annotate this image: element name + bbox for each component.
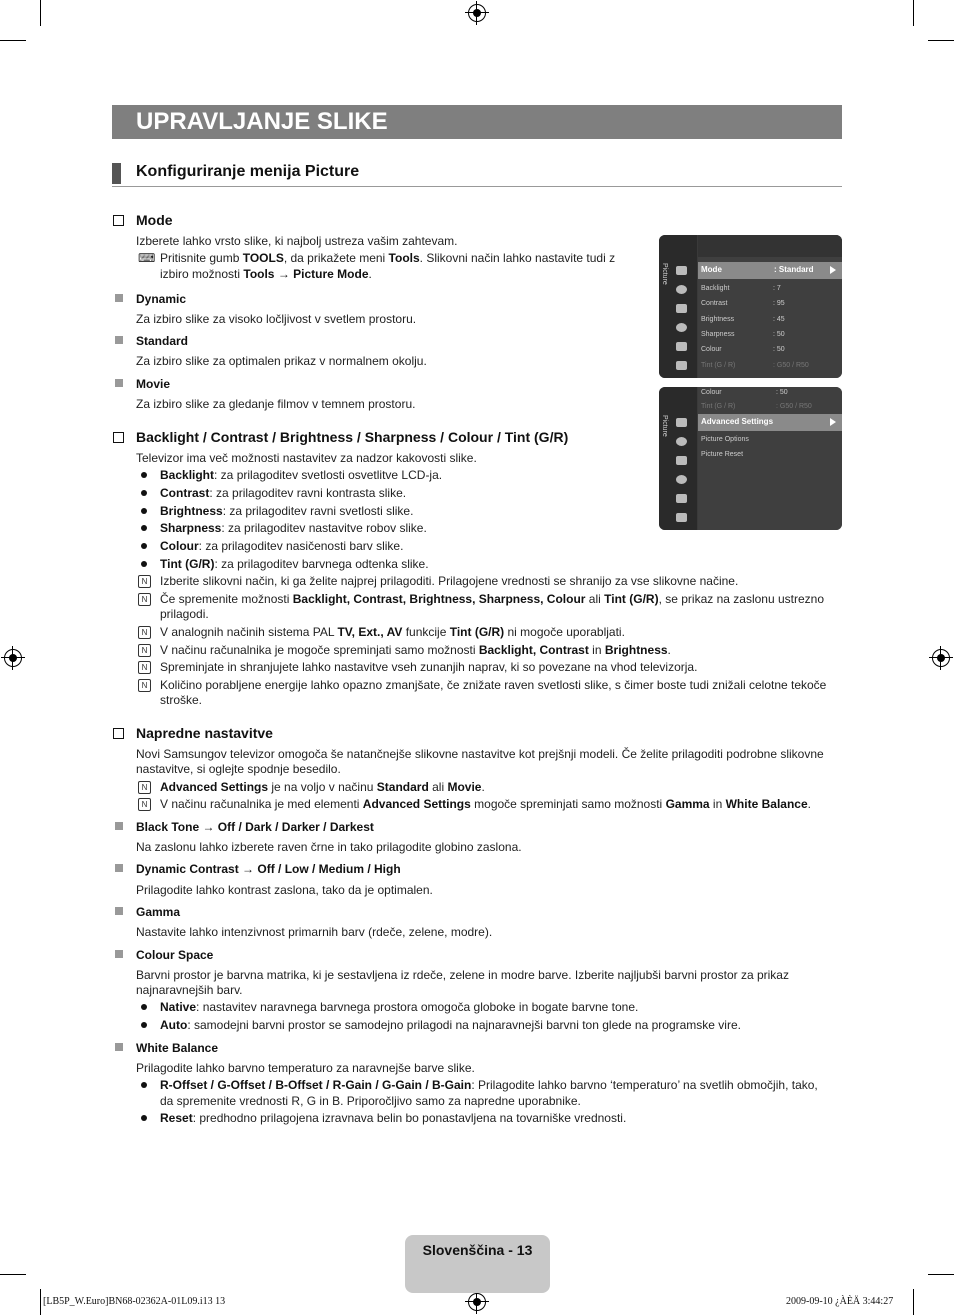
- square-bullet-icon: [115, 864, 123, 872]
- registration-mark-icon: [932, 649, 950, 667]
- arrow-right-icon: [830, 266, 836, 274]
- dot-bullet-icon: [141, 1004, 147, 1010]
- mode-standard-label: Standard: [136, 334, 189, 348]
- square-bullet-icon: [115, 822, 123, 830]
- bullet-sharpness: Sharpness: za prilagoditev nastavitve robov slike.: [160, 521, 427, 535]
- menu-side-label: Picture: [661, 263, 668, 285]
- white-balance-desc: Prilagodite lahko barvno temperaturo za naravnejše barve slike.: [136, 1061, 475, 1075]
- menu-side-label: Picture: [661, 415, 668, 437]
- bullet-colour: Colour: za prilagoditev nasičenosti barv slike.: [160, 539, 404, 553]
- mode-dynamic-desc: Za izbiro slike za visoko ločljivost v svetlem prostoru.: [136, 312, 417, 326]
- channel-icon: [676, 456, 687, 465]
- section-title: Konfiguriranje menija Picture: [136, 163, 360, 180]
- page-title: UPRAVLJANJE SLIKE: [136, 108, 388, 135]
- menu-item-advanced-settings[interactable]: Advanced Settings: [698, 414, 842, 431]
- note-icon: N: [138, 798, 151, 811]
- registration-mark-icon: [4, 649, 22, 667]
- sound-icon: [676, 285, 687, 294]
- picture-menu-screenshot-2: Picture Colour : 50 Tint (G / R) : G50 / R50 Advanced Settings Picture Options Picture Reset: [659, 387, 842, 530]
- white-balance-reset: Reset: predhodno prilagojena izravnava belin bo ponastavljena na tovarniške vrednosti.: [160, 1111, 627, 1125]
- note-icon: N: [138, 593, 151, 606]
- menu-item-tint[interactable]: Tint (G / R): [701, 362, 736, 369]
- square-bullet-icon: [115, 1043, 123, 1051]
- picture-icon: [676, 266, 687, 275]
- crop-mark: [928, 40, 954, 41]
- note-icon: N: [138, 626, 151, 639]
- channel-icon: [676, 304, 687, 313]
- backlight-note-1: Izberite slikovni način, ki ga želite najprej prilagoditi. Prilagojene vrednosti se shranijo za vse slikovne načine.: [160, 574, 739, 588]
- backlight-note-6-line1: Količino porabljene energije lahko opazno zmanjšate, če znižate raven svetlosti slike, s čimer boste tudi znižali celotne tekoče: [160, 678, 827, 692]
- print-slug-left: [LB5P_W.Euro]BN68-02362A-01L09.i13 13: [43, 1296, 226, 1307]
- section-marker: [112, 163, 121, 184]
- colour-space-desc-line2: najnaravnejših barv.: [136, 983, 243, 997]
- setup-gear-icon: [676, 475, 687, 484]
- crop-mark: [913, 1289, 914, 1315]
- input-icon: [676, 494, 687, 503]
- arrow-right-icon: [830, 418, 836, 426]
- mode-movie-desc: Za izbiro slike za gledanje filmov v temnem prostoru.: [136, 397, 416, 411]
- picture-icon: [676, 418, 687, 427]
- crop-mark: [40, 0, 41, 26]
- white-balance-offset-line2: da spremenite vrednosti R, G in B. Priporočljivo samo za napredne uporabnike.: [160, 1094, 581, 1108]
- note-icon: N: [138, 644, 151, 657]
- mode-heading: Mode: [136, 212, 173, 228]
- dynamic-contrast-desc: Prilagodite lahko kontrast zaslona, tako da je optimalen.: [136, 883, 433, 897]
- colour-space-native: Native: nastavitev naravnega barvnega prostora omogoča globoke in bogate barvne tone.: [160, 1000, 639, 1014]
- square-bullet-icon: [115, 336, 123, 344]
- tools-icon: ⌨: [138, 251, 156, 265]
- page-number: Slovenščina - 13: [422, 1242, 533, 1258]
- input-icon: [676, 342, 687, 351]
- menu-item-contrast[interactable]: Contrast: [701, 300, 728, 307]
- advanced-heading: Napredne nastavitve: [136, 725, 273, 741]
- dot-bullet-icon: [141, 561, 147, 567]
- dot-bullet-icon: [141, 1115, 147, 1121]
- crop-mark: [928, 1274, 954, 1275]
- checkbox-bullet-icon: [113, 728, 124, 739]
- sound-icon: [676, 437, 687, 446]
- menu-item-tint[interactable]: Tint (G / R): [701, 403, 736, 410]
- menu-item-backlight[interactable]: Backlight: [701, 285, 730, 292]
- mode-intro: Izberete lahko vrsto slike, ki najbolj ustreza vašim zahtevam.: [136, 234, 458, 248]
- checkbox-bullet-icon: [113, 215, 124, 226]
- backlight-note-6-line2: stroške.: [160, 693, 203, 707]
- square-bullet-icon: [115, 907, 123, 915]
- crop-mark: [0, 1274, 26, 1275]
- note-icon: N: [138, 575, 151, 588]
- note-icon: N: [138, 661, 151, 674]
- dot-bullet-icon: [141, 1082, 147, 1088]
- dot-bullet-icon: [141, 543, 147, 549]
- picture-menu-screenshot-1: Picture Mode : Standard Backlight : 7 Contrast : 95 Brightness : 45 Sharpness : 50 Colour : 50 Tint (G / R) : G50 / R50: [659, 235, 842, 378]
- note-icon: N: [138, 679, 151, 692]
- tools-note-line1: Pritisnite gumb TOOLS, da prikažete meni Tools. Slikovni način lahko nastavite tudi z: [160, 251, 616, 265]
- crop-mark: [0, 40, 26, 41]
- dot-bullet-icon: [141, 508, 147, 514]
- menu-item-colour[interactable]: Colour: [701, 346, 722, 353]
- page-title-bar: [112, 105, 842, 139]
- colour-space-label: Colour Space: [136, 948, 214, 962]
- mode-standard-desc: Za izbiro slike za optimalen prikaz v normalnem okolju.: [136, 354, 427, 368]
- backlight-note-2-line2: prilagodi.: [160, 607, 209, 621]
- white-balance-offset-line1: R-Offset / G-Offset / B-Offset / R-Gain / G-Gain / B-Gain: Prilagodite lahko barvno ‘temperaturo’ na svetlih območjih, tako,: [160, 1078, 818, 1092]
- mode-movie-label: Movie: [136, 377, 171, 391]
- black-tone-label: Black Tone → Off / Dark / Darker / Darkest: [136, 820, 374, 834]
- setup-gear-icon: [676, 323, 687, 332]
- gamma-label: Gamma: [136, 905, 181, 919]
- dot-bullet-icon: [141, 490, 147, 496]
- backlight-note-4: V načinu računalnika je mogoče spreminjati samo možnosti Backlight, Contrast in Brightness.: [160, 643, 671, 657]
- bullet-brightness: Brightness: za prilagoditev ravni svetlosti slike.: [160, 504, 414, 518]
- square-bullet-icon: [115, 379, 123, 387]
- mode-dynamic-label: Dynamic: [136, 292, 187, 306]
- advanced-note-1: Advanced Settings je na voljo v načinu Standard ali Movie.: [160, 780, 485, 794]
- square-bullet-icon: [115, 294, 123, 302]
- section-title-bar: [112, 160, 842, 187]
- page-number-tab: [405, 1235, 550, 1293]
- backlight-heading: Backlight / Contrast / Brightness / Sharpness / Colour / Tint (G/R): [136, 429, 569, 445]
- bullet-tint: Tint (G/R): za prilagoditev barvnega odtenka slike.: [160, 557, 429, 571]
- tools-note-line2: izbiro možnosti Tools → Picture Mode.: [160, 267, 372, 281]
- backlight-note-3: V analognih načinih sistema PAL TV, Ext., AV funkcije Tint (G/R) ni mogoče uporabljati.: [160, 625, 625, 639]
- advanced-intro-line2: nastavitve, si oglejte spodnje besedilo.: [136, 762, 341, 776]
- dot-bullet-icon: [141, 1022, 147, 1028]
- dynamic-contrast-label: Dynamic Contrast → Off / Low / Medium / High: [136, 862, 401, 876]
- colour-space-auto: Auto: samodejni barvni prostor se samodejno prilagodi na najnaravnejši barvni ton glede na programske vire.: [160, 1018, 741, 1032]
- menu-item-colour[interactable]: Colour: [701, 389, 722, 396]
- advanced-note-2: V načinu računalnika je med elementi Advanced Settings mogoče spreminjati samo možnosti Gamma in White Balance.: [160, 797, 811, 811]
- menu-item-brightness[interactable]: Brightness: [701, 316, 735, 323]
- note-icon: N: [138, 781, 151, 794]
- backlight-intro: Televizor ima več možnosti nastavitev za nadzor kakovosti slike.: [136, 451, 477, 465]
- white-balance-label: White Balance: [136, 1041, 219, 1055]
- black-tone-desc: Na zaslonu lahko izberete raven črne in tako prilagodite globino zaslona.: [136, 840, 522, 854]
- backlight-note-5: Spreminjate in shranjujete lahko nastavitve vseh zunanjih naprav, ki so povezane na vhod televizorja.: [160, 660, 698, 674]
- menu-item-picture-reset[interactable]: Picture Reset: [701, 451, 744, 458]
- dot-bullet-icon: [141, 472, 147, 478]
- checkbox-bullet-icon: [113, 432, 124, 443]
- backlight-note-2-line1: Če spremenite možnosti Backlight, Contrast, Brightness, Sharpness, Colour ali Tint (G/R), se prikaz na zaslonu ustrezno: [160, 592, 824, 606]
- colour-space-desc-line1: Barvni prostor je barvna matrika, ki je sestavljena iz rdeče, zelene in modre barve. Izberite najljubši barvni prostor za prikaz: [136, 968, 789, 982]
- dot-bullet-icon: [141, 525, 147, 531]
- registration-mark-icon: [468, 4, 486, 22]
- gamma-desc: Nastavite lahko intenzivnost primarnih barv (rdeče, zelene, modre).: [136, 925, 493, 939]
- menu-item-sharpness[interactable]: Sharpness: [701, 331, 735, 338]
- registration-mark-icon: [468, 1293, 486, 1311]
- support-icon: [676, 513, 687, 522]
- print-slug-right: 2009-09-10 ¿ÀÈÄ 3:44:27: [786, 1296, 894, 1307]
- crop-mark: [40, 1289, 41, 1315]
- square-bullet-icon: [115, 950, 123, 958]
- bullet-backlight: Backlight: za prilagoditev svetlosti osvetlitve LCD-ja.: [160, 468, 443, 482]
- advanced-intro-line1: Novi Samsungov televizor omogoča še natančnejše slikovne nastavitve kot prejšnji modeli. Če želite prilagoditi podrobne slikovne: [136, 747, 824, 761]
- bullet-contrast: Contrast: za prilagoditev ravni kontrasta slike.: [160, 486, 407, 500]
- crop-mark: [913, 0, 914, 26]
- menu-item-picture-options[interactable]: Picture Options: [701, 436, 749, 443]
- menu-item-mode[interactable]: Mode : Standard: [698, 262, 842, 279]
- support-icon: [676, 361, 687, 370]
